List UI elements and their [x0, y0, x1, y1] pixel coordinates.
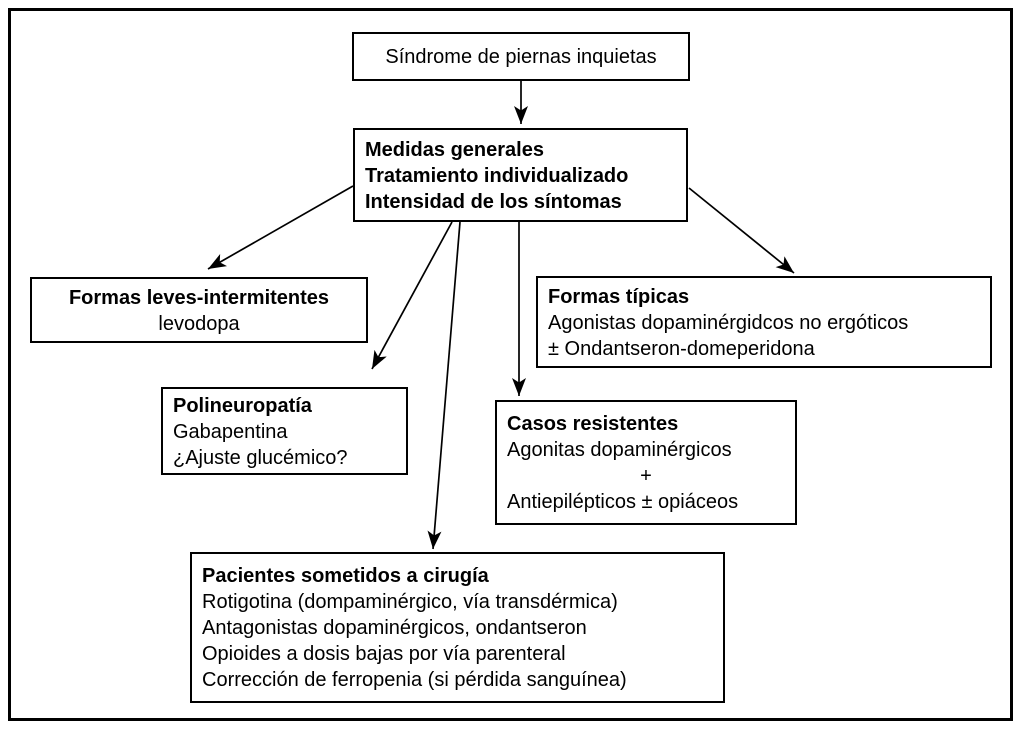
node-line: Antiepilépticos ± opiáceos: [507, 491, 739, 513]
node-line: Rotigotina (dompaminérgico, vía transdérmica): [202, 591, 618, 613]
node-line: Corrección de ferropenia (si pérdida sanguínea): [202, 669, 627, 691]
node-line: ¿Ajuste glucémico?: [173, 447, 348, 469]
node-title: Polineuropatía: [173, 395, 312, 417]
node-line: Gabapentina: [173, 421, 288, 443]
node-formas-leves-intermitentes: [30, 277, 368, 343]
node-pacientes-cirugia: [190, 552, 725, 703]
node-line: ± Ondantseron-domeperidona: [548, 338, 815, 360]
node-line: +: [640, 465, 652, 487]
node-title: Formas típicas: [548, 286, 690, 308]
node-line: Agonitas dopaminérgicos: [507, 439, 732, 461]
node-title: Pacientes sometidos a cirugía: [202, 565, 489, 587]
node-sindrome-piernas-inquietas: [352, 32, 690, 81]
node-line: Síndrome de piernas inquietas: [385, 45, 657, 68]
node-line: Opioides a dosis bajas por vía parenteral: [202, 643, 566, 665]
node-line: Agonistas dopaminérgidcos no ergóticos: [548, 312, 909, 334]
node-title: Casos resistentes: [507, 413, 679, 435]
node-line: Intensidad de los síntomas: [365, 191, 622, 213]
node-casos-resistentes: [495, 400, 797, 525]
node-line: Tratamiento individualizado: [365, 165, 629, 187]
node-title: Formas leves-intermitentes: [68, 287, 330, 309]
node-formas-tipicas: [536, 276, 992, 368]
node-line: levodopa: [158, 313, 240, 335]
node-medidas-generales: [353, 128, 688, 222]
node-line: Antagonistas dopaminérgicos, ondantseron: [202, 617, 587, 639]
node-line: Medidas generales: [365, 139, 544, 161]
node-polineuropatia: [161, 387, 408, 475]
